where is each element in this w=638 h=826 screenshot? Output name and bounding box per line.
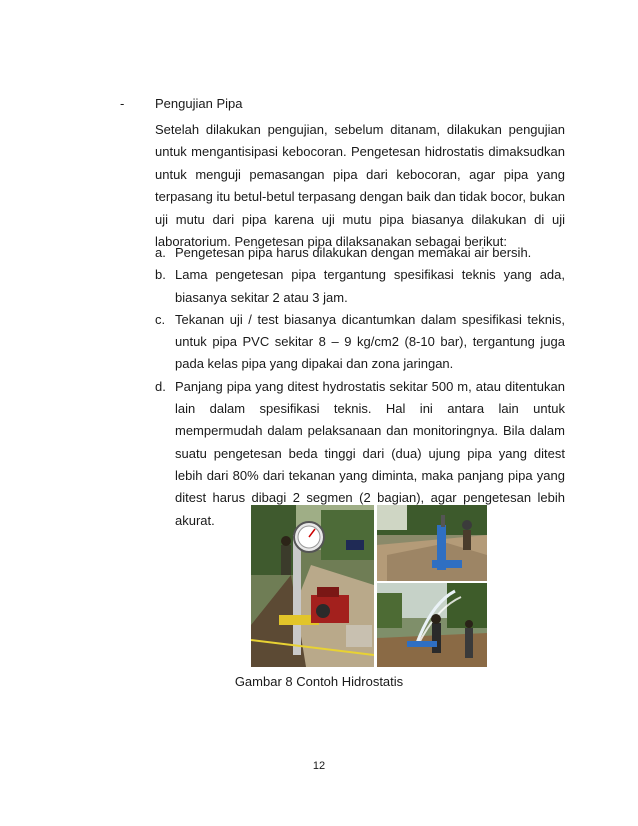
list-marker: b. [155, 267, 166, 283]
photo-pressure-gauge-pump [251, 505, 374, 667]
list-item [155, 242, 565, 264]
list-item-text: Tekanan uji / test biasanya dicantumkan dalam spesifikasi teknis, untuk pipa PVC sekitar 8 – 9 kg/cm2 (8-10 bar), tergantung juga pada kelas pipa yang dipakai dan zona jaringan. [175, 311, 565, 372]
list-item-text: Panjang pipa yang ditest hydrostatis sekitar 500 m, atau ditentukan lain dalam spesifikasi teknis. Hal ini antara lain untuk mempermudah dalam pelaksanaan dan monitoringnya. Bila dalam suatu pengetesan beda tinggi dari (dua) ujung pipa yang ditest lebih dari 80% dari tekanan yang diminta, maka panjang pipa yang ditest harus dibagi 2 segmen (2 bagian), agar pengetesan lebih akurat. [175, 378, 565, 528]
photo-water-spray-test [377, 583, 487, 667]
photo-blue-pipe [377, 505, 487, 581]
page-number: 12 [312, 760, 326, 772]
procedure-list [155, 242, 565, 532]
list-item [155, 264, 565, 309]
section-title: Pengujian Pipa [155, 96, 243, 111]
list-marker: d. [155, 378, 166, 394]
hydrostatic-photo-collage [251, 505, 487, 667]
section-bullet: - [120, 96, 125, 111]
list-marker: a. [155, 245, 166, 260]
intro-paragraph: Setelah dilakukan pengujian, sebelum ditanam, dilakukan pengujian untuk mengantisipasi kebocoran. Pengetesan hidrostatis dimaksudkan untuk menguji pemasangan pipa dari kebocoran, agar pipa yang terpasang itu betul-betul terpasang dengan baik dan tidak bocor, bukan uji mutu dari pipa karena uji mutu pipa biasanya dilakukan di uji laboratorium. Pengetesan pipa dilaksanakan sebagai berikut: [155, 122, 565, 250]
figure-caption: Gambar 8 Contoh Hidrostatis [234, 674, 404, 689]
list-item-text: Lama pengetesan pipa tergantung spesifikasi teknis yang ada, biasanya sekitar 2 atau 3 jam. [175, 267, 565, 305]
list-marker: c. [155, 311, 166, 327]
list-item [155, 309, 565, 376]
list-item-text: Pengetesan pipa harus dilakukan dengan memakai air bersih. [175, 245, 532, 260]
